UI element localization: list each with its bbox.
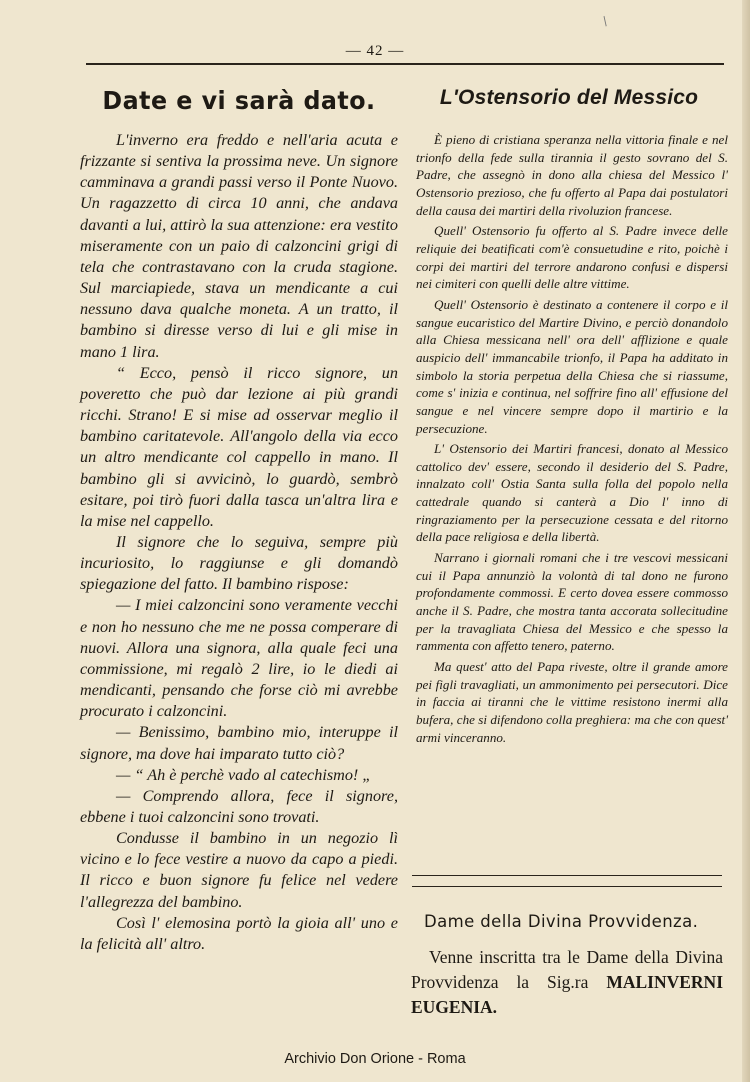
right-paragraph: Narrano i giornali romani che i tre vescovi messicani cui il Papa annunziò la volontà di tal dono ne furono profondamente commossi. E certo dovea essere commosso anche il S. Padre, che mostra tanta accorata sollecitudine per la travagliata Chiesa del Messico e che spesso la rammenta con affetto tenero, paterno.	[416, 550, 728, 654]
right-paragraph: Ma quest' atto del Papa riveste, oltre il grande amore pei figli travagliati, un ammonimento pei persecutori. Dice in faccia ai tiranni che le vittime resistono inermi alla bufera, che si difendono colla preghiera: ma che con quest' armi vinceranno.	[416, 659, 728, 745]
left-paragraph: L'inverno era freddo e nell'aria acuta e frizzante si sentiva la prossima neve. Un signore camminava a grandi passi verso il Ponte Nuovo. Un ragazzetto di circa 10 anni, che andava davanti a lui, attirò la sua attenzione: era vestito miseramente con un paio di calzoncini grigi di tela che contrastavano con la cruda stagione. Sul marciapiede, stava un mendicante a cui nessuno dava qualche moneta. A un tratto, il bambino si diresse verso di lui e gli mise in mano 1 lira.	[80, 131, 398, 361]
left-paragraph: — “ Ah è perchè vado al catechismo! „	[116, 765, 372, 784]
notice-title: Dame della Divina Provvidenza.	[424, 912, 699, 931]
left-paragraph: Il signore che lo seguiva, sempre più incuriosito, lo raggiunse e gli domandò spiegazione del fatto. Il bambino rispose:	[80, 532, 398, 594]
left-paragraph: “ Ecco, pensò il ricco signore, un poveretto che può dar lezione ai più grandi ricchi. Strano! E si mise ad osservar meglio il bambino caritatevole. All'angolo della via ecco un altro mendicante col cappello in mano. Il bambino gli si avvicinò, lo guardò, sembrò esitare, poi tirò fuori dalla tasca un'altra lira e la mise nel cappello.	[80, 363, 398, 530]
notice-text: Venne inscritta tra le Dame della Divina Provvidenza la Sig.ra	[411, 947, 723, 992]
notice-body	[411, 945, 723, 1020]
left-article	[80, 78, 398, 955]
left-paragraph: — I miei calzoncini sono veramente vecchi e non ho nessuno che me ne possa comperare di nuovi. Allora una signora, alla quale feci una commissione, mi regalò 2 lire, io le diedi ai mendicanti, pensando che forse ciò mi avrebbe procurato i calzoncini.	[80, 596, 398, 721]
left-paragraph: Condusse il bambino in un negozio lì vicino e lo fece vestire a nuovo da capo a piedi. Il ricco e buon signore fu felice nel vedere l'allegrezza del bambino.	[80, 829, 398, 911]
left-article-title: Date e vi sarà dato.	[102, 86, 376, 115]
header-rule	[86, 63, 724, 65]
left-paragraph: — Comprendo allora, fece il signore, ebbene i tuoi calzoncini sono trovati.	[80, 786, 398, 826]
right-paragraph: Quell' Ostensorio fu offerto al S. Padre invece delle reliquie dei beatificati com'è consuetudine e rito, poichè i corpi dei martiri del terrore andarono confusi e dispersi nei cimiteri con quelli delle altre vittime.	[416, 223, 728, 292]
right-article-title: L'Ostensorio del Messico	[439, 86, 699, 109]
notice-name: MALINVERNI EUGENIA.	[411, 972, 724, 1017]
right-paragraph: L' Ostensorio dei Martiri francesi, donato al Messico cattolico dev' essere, secondo il desiderio del S. Padre, innalzato coll' Ostia Santa sulla folla del popolo nella cattedrale quando si canterà a Dio l' inno di ringraziamento per la persecuzione cessata e del ritorno della pace religiosa e della libertà.	[416, 441, 728, 545]
right-paragraph: È pieno di cristiana speranza nella vittoria finale e nel trionfo della fede sulla tirannia il gesto sovrano del S. Padre, che assegnò in dono alla chiesa del Messico l' Ostensorio prezioso, che fu offerto al Papa dai postulatori della causa dei martiri della rivoluzion francese.	[416, 132, 728, 218]
page-edge	[742, 0, 750, 1082]
page-number: — 42 —	[345, 43, 405, 59]
section-divider	[412, 875, 722, 887]
left-article-body	[80, 130, 398, 955]
right-article-body	[410, 131, 728, 746]
right-paragraph: Quell' Ostensorio è destinato a contenere il corpo e il sangue eucaristico del Martire Divino, e perciò donandolo alla Chiesa messicana nell' ora dell' afflizione e quale auspicio dell' immancabile trionfo, il Papa ha additato in simbolo la storia perpetua della Chiesa che si riassume, come s' inizia e continua, nel soffrire fino all' effusione del sangue e nel vincere sempre dopo il martirio e la persecuzione.	[416, 296, 728, 436]
pencil-mark: /	[599, 13, 611, 29]
right-article	[410, 78, 728, 749]
archive-footer: Archivio Don Orione - Roma	[284, 1051, 466, 1067]
left-paragraph: Così l' elemosina portò la gioia all' uno e la felicità all' altro.	[80, 913, 398, 953]
left-paragraph: — Benissimo, bambino mio, interuppe il signore, ma dove hai imparato tutto ciò?	[80, 723, 398, 763]
